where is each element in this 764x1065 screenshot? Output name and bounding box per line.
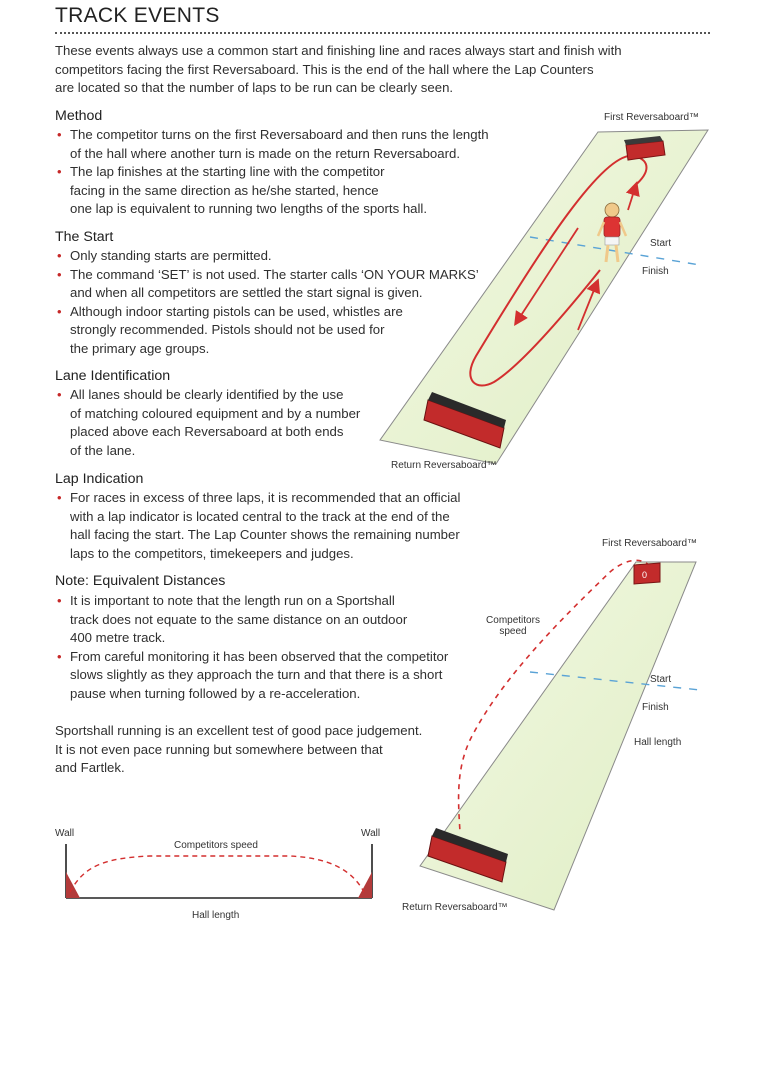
intro-line: competitors facing the first Reversaboard. This is the end of the hall where the Lap Counters <box>55 61 594 77</box>
list-item: • Although indoor starting pistols can be used, whistles are strongly recommended. Pistols should not be used for the primary age groups. <box>55 303 525 359</box>
list-item: • The command ‘SET’ is not used. The starter calls ‘ON YOUR MARKS’ and when all competitors are settled the start signal is given. <box>55 266 525 303</box>
method-list <box>55 126 555 219</box>
list-item: • It is important to note that the length run on a Sportshall track does not equate to the same distance on an outdoor 400 metre track. <box>55 592 515 648</box>
list-item: • Only standing starts are permitted. <box>55 247 525 266</box>
start-list <box>55 247 525 358</box>
hall-length-label: Hall length <box>634 737 682 748</box>
note-list <box>55 592 515 703</box>
return-reversaboard-label-2: Return Reversaboard™ <box>402 902 508 913</box>
list-item: • All lanes should be clearly identified by the use of matching coloured equipment and by a number placed above each Reversaboard at both ends of the lane. <box>55 386 415 460</box>
list-item: • The lap finishes at the starting line with the competitor facing in the same direction as he/she started, hence one lap is equivalent to running two lengths of the sports hall. <box>55 163 555 219</box>
list-item: • For races in excess of three laps, it is recommended that an official with a lap indicator is located central to the track at the end of the hall facing the start. The Lap Counter shows the remaining number laps to the competitors, timekeepers and judges. <box>55 489 525 563</box>
first-reversaboard-label: First Reversaboard™ <box>604 112 700 123</box>
lane-list <box>55 386 415 460</box>
svg-text:0: 0 <box>642 570 648 580</box>
wall-left-label: Wall <box>55 828 75 839</box>
competitors-speed-label: Competitors speed <box>486 615 540 637</box>
finish-label-2: Finish <box>642 702 669 713</box>
note-heading: Note: Equivalent Distances <box>55 573 226 589</box>
speed-curve-diagram <box>66 844 372 898</box>
hall-length-label-3: Hall length <box>192 910 240 921</box>
start-heading: The Start <box>55 229 114 245</box>
intro-line: are located so that the number of laps to be run can be clearly seen. <box>55 80 454 95</box>
return-reversaboard-label: Return Reversaboard™ <box>391 460 497 471</box>
closing-paragraph: Sportshall running is an excellent test of good pace judgement. It is not even pace running but somewhere between that and Fartlek. <box>55 723 423 775</box>
lap-heading: Lap Indication <box>55 471 144 487</box>
method-heading: Method <box>55 108 103 124</box>
finish-label: Finish <box>642 266 669 277</box>
competitors-speed-label-3: Competitors speed <box>174 840 258 851</box>
wall-right-label: Wall <box>361 828 381 839</box>
intro-paragraph <box>55 42 715 98</box>
start-label: Start <box>650 238 672 249</box>
lane-heading: Lane Identification <box>55 368 171 384</box>
title-divider <box>55 32 710 34</box>
intro-line: These events always use a common start and finishing line and races always start and finish with <box>55 43 622 58</box>
start-label-2: Start <box>650 674 672 685</box>
first-reversaboard-label-2: First Reversaboard™ <box>602 538 698 549</box>
lap-list <box>55 489 525 563</box>
first-reversaboard-2 <box>634 563 660 584</box>
list-item: • The competitor turns on the first Reversaboard and then runs the length of the hall where another turn is made on the return Reversaboard. <box>55 126 555 163</box>
page-title: TRACK EVENTS <box>55 4 220 27</box>
list-item: • From careful monitoring it has been observed that the competitor slows slightly as they approach the turn and that there is a short pause when turning followed by a re-acceleration. <box>55 648 515 704</box>
